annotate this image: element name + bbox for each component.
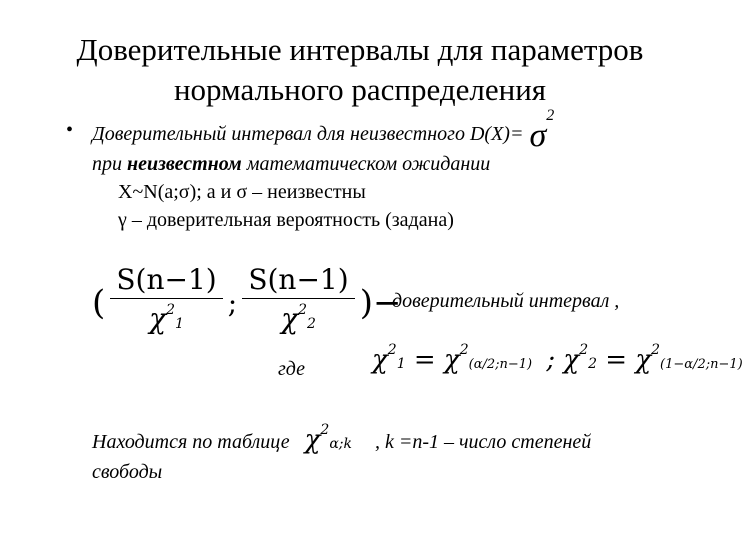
fraction-right-denominator [242,299,354,344]
chi-sq: 2 [459,342,469,358]
table-note-line-2: свободы [92,461,163,483]
bullet-line-2-bold: неизвестном [127,153,242,175]
equals-sign: = [605,345,628,375]
chi-definitions [372,342,743,375]
fraction-left [110,262,222,344]
chi-symbol: χ [149,302,167,335]
chi-sq: 2 [651,342,661,358]
fraction-left-denominator [110,299,222,344]
chi-sq: 2 [579,342,589,358]
close-paren-dash: )− [359,283,402,323]
chi-alpha-k [304,422,352,455]
chi-sq: 2 [320,422,330,438]
bullet-line-2 [92,150,554,178]
chi-sub-alpha-half: (α/2;n−1) [468,357,533,372]
slide-title [40,30,680,110]
chi-symbol: χ [563,345,580,375]
bullet-block [66,107,555,234]
bullet-line-2-b: математическом ожидании [241,153,491,175]
chi-sub-1: 1 [396,356,406,372]
chi-sq: 2 [387,342,397,358]
chi-symbol: χ [635,345,652,375]
sigma-symbol: σ [529,117,547,154]
bullet-icon: • [66,119,74,141]
table-note-suffix: , k =n-1 – число степеней [374,431,592,453]
semicolon: ; [227,286,238,320]
table-note-line-1 [92,422,592,458]
table-note-prefix: Находится по таблице [92,431,290,453]
bullet-line-4: γ – доверительная вероятность (задана) [118,209,454,231]
chi-sub-2: 2 [306,316,316,332]
title-line-1: Доверительные интервалы для параметров [76,32,644,67]
open-paren: ( [92,283,106,323]
bullet-line-2-a: при [92,153,127,175]
chi-sub-1: 1 [175,316,184,332]
equals-sign: = [413,345,436,375]
sigma-exponent: 2 [546,107,555,124]
chi-sub-2: 2 [588,356,598,372]
bullet-line-1 [92,107,555,154]
table-note [92,422,592,486]
chi-sq: 2 [166,302,176,318]
chi-symbol: χ [372,345,388,375]
bullet-line-3: X~N(a;σ); a и σ – неизвестны [118,181,366,203]
chi-sq: 2 [298,302,307,318]
chi-symbol: χ [304,425,321,455]
interval-label: доверительный интервал , [392,290,620,312]
fraction-right-numerator: S(n−1) [242,262,354,299]
chi-symbol: χ [281,302,299,335]
fraction-left-numerator: S(n−1) [110,262,222,299]
fraction-right [242,262,354,344]
chi-sub-alpha-k: α;k [329,436,352,452]
title-line-2: нормального распределения [173,72,547,107]
bullet-line-1-text: Доверительный интервал для неизвестного D(X)= [92,123,524,145]
where-label: где [278,358,306,380]
chi-sub-one-minus-alpha-half: (1−α/2;n−1) [660,357,743,372]
interval-formula [92,262,402,344]
chi-symbol: χ [443,345,460,375]
semicolon: ; [546,345,556,375]
